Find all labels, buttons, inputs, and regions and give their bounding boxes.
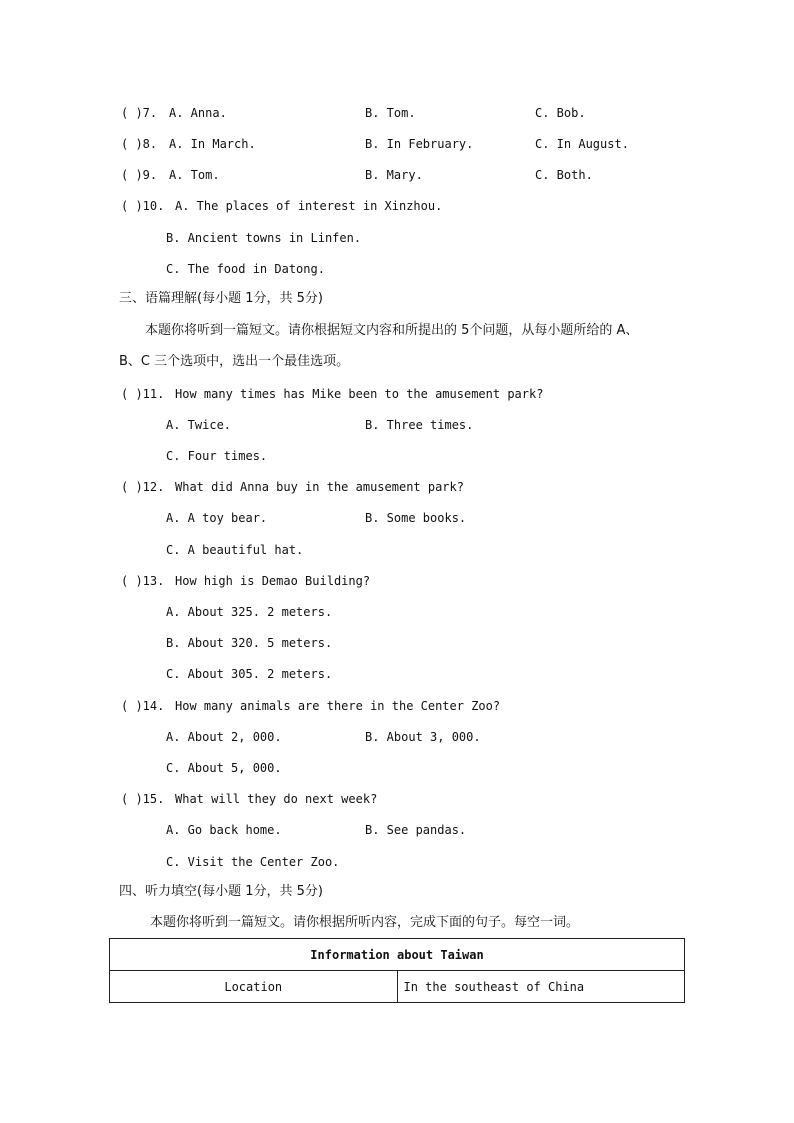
question-15-option-b: B. See pandas. bbox=[365, 823, 467, 837]
question-10-number: ( )10. bbox=[121, 199, 165, 213]
question-13-option-b: B. About 320. 5 meters. bbox=[166, 636, 333, 650]
question-12-option-c: C. A beautiful hat. bbox=[166, 543, 304, 557]
question-8-option-b: B. In February. bbox=[365, 137, 474, 151]
question-14-option-a: A. About 2, 000. bbox=[166, 730, 282, 744]
table-row-value: In the southeast of China bbox=[397, 971, 685, 1003]
question-9-number: ( )9. bbox=[121, 168, 158, 182]
question-15-option-c: C. Visit the Center Zoo. bbox=[166, 855, 340, 869]
question-8-number: ( )8. bbox=[121, 137, 158, 151]
table-row bbox=[110, 971, 685, 1003]
question-7-option-b: B. Tom. bbox=[365, 106, 416, 120]
question-9-option-b: B. Mary. bbox=[365, 168, 423, 182]
question-13-option-a: A. About 325. 2 meters. bbox=[166, 605, 333, 619]
question-7-option-a: A. Anna. bbox=[169, 106, 227, 120]
question-7-option-c: C. Bob. bbox=[535, 106, 586, 120]
question-13-option-c: C. About 305. 2 meters. bbox=[166, 667, 333, 681]
question-14-option-b: B. About 3, 000. bbox=[365, 730, 481, 744]
question-14-option-c: C. About 5, 000. bbox=[166, 761, 282, 775]
question-10-option-c: C. The food in Datong. bbox=[166, 262, 325, 276]
section-3-instruction-line-2: B、C 三个选项中，选出一个最佳选项。 bbox=[119, 354, 350, 369]
section-4-instruction: 本题你将听到一篇短文。请你根据所听内容，完成下面的句子。每空一词。 bbox=[150, 915, 580, 930]
question-12-number: ( )12. bbox=[121, 480, 165, 494]
question-15-text: What will they do next week? bbox=[175, 792, 378, 806]
question-14-number: ( )14. bbox=[121, 699, 165, 713]
question-8-option-c: C. In August. bbox=[535, 137, 629, 151]
section-4-heading: 四、听力填空(每小题 1分，共 5分) bbox=[119, 884, 323, 899]
question-15-number: ( )15. bbox=[121, 792, 165, 806]
section-3-instruction-line-1: 本题你将听到一篇短文。请你根据短文内容和所提出的 5个问题，从每小题所给的 A、 bbox=[145, 323, 639, 338]
question-10-option-a: A. The places of interest in Xinzhou. bbox=[175, 199, 443, 213]
question-13-text: How high is Demao Building? bbox=[175, 574, 371, 588]
question-8-option-a: A. In March. bbox=[169, 137, 256, 151]
question-10-option-b: B. Ancient towns in Linfen. bbox=[166, 231, 362, 245]
question-7-number: ( )7. bbox=[121, 106, 158, 120]
question-9-option-a: A. Tom. bbox=[169, 168, 220, 182]
question-12-option-a: A. A toy bear. bbox=[166, 511, 268, 525]
section-3-heading: 三、语篇理解(每小题 1分，共 5分) bbox=[119, 291, 323, 306]
question-12-text: What did Anna buy in the amusement park? bbox=[175, 480, 464, 494]
table-row-label: Location bbox=[110, 971, 398, 1003]
question-13-number: ( )13. bbox=[121, 574, 165, 588]
question-11-option-c: C. Four times. bbox=[166, 449, 268, 463]
question-14-text: How many animals are there in the Center Zoo? bbox=[175, 699, 501, 713]
question-11-option-b: B. Three times. bbox=[365, 418, 474, 432]
question-15-option-a: A. Go back home. bbox=[166, 823, 282, 837]
information-table bbox=[109, 938, 685, 1003]
question-11-option-a: A. Twice. bbox=[166, 418, 232, 432]
question-11-text: How many times has Mike been to the amusement park? bbox=[175, 387, 544, 401]
question-12-option-b: B. Some books. bbox=[365, 511, 467, 525]
question-9-option-c: C. Both. bbox=[535, 168, 593, 182]
question-11-number: ( )11. bbox=[121, 387, 165, 401]
table-title: Information about Taiwan bbox=[110, 939, 685, 971]
